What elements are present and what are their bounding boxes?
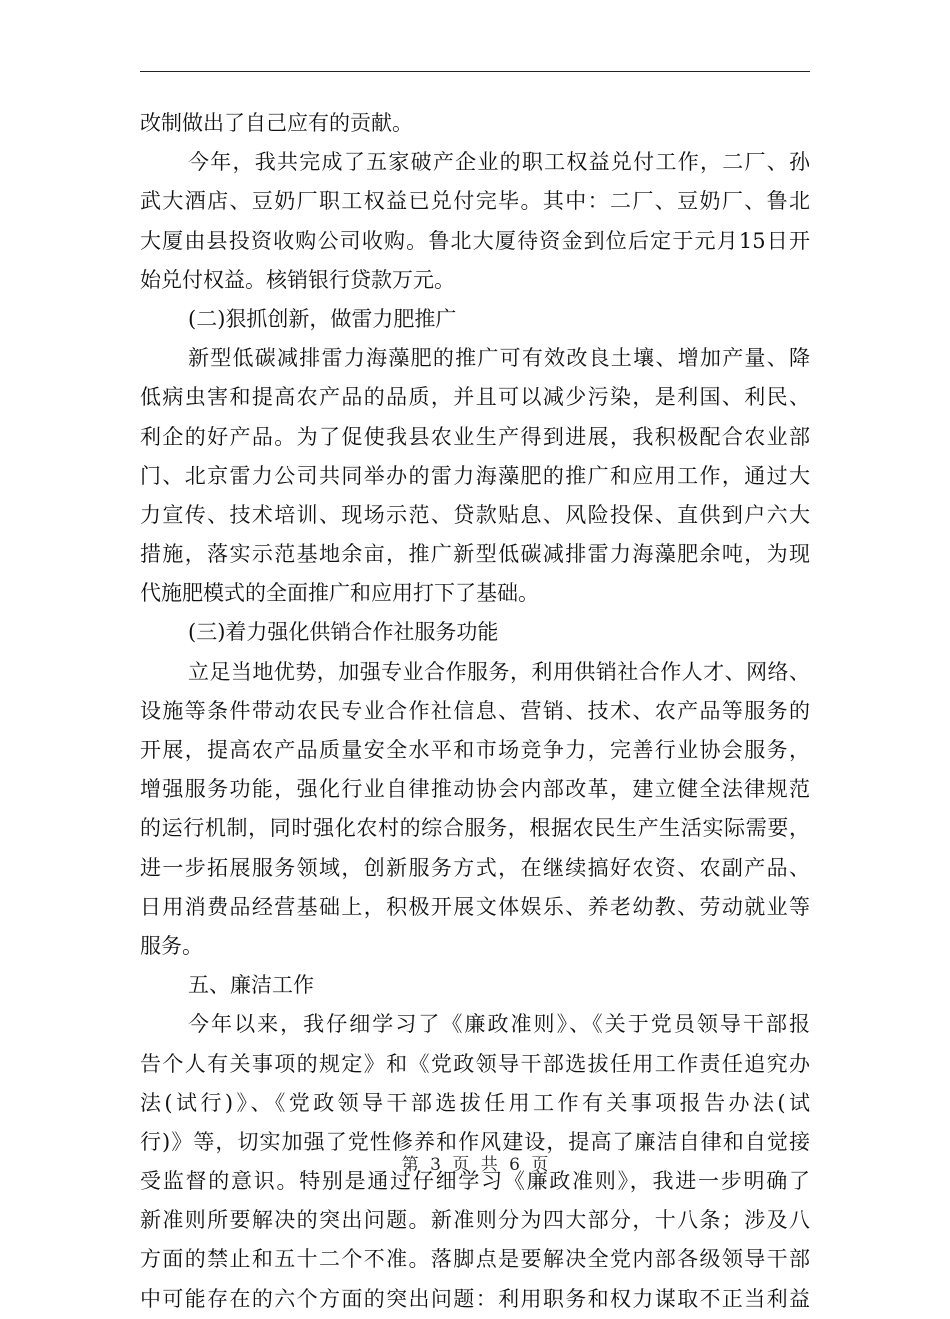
text-line: 改制做出了自己应有的贡献。: [140, 111, 413, 135]
text-line: 代施肥模式的全面推广和应用打下了基础。: [140, 581, 539, 606]
text-line: 设施等条件带动农民专业合作社信息、营销、技术、农产品等服务的: [140, 698, 810, 723]
document-body: [140, 104, 810, 1319]
text-line: 大厦由县投资收购公司收购。鲁北大厦待资金到位后定于元月15日开: [140, 228, 810, 253]
text-line: 今年，我共完成了五家破产企业的职工权益兑付工作，二厂、孙: [188, 150, 810, 175]
text-line: 措施，落实示范基地余亩，推广新型低碳减排雷力海藻肥余吨，为现: [140, 542, 810, 567]
text-line: (三)着力强化供销合作社服务功能: [188, 620, 499, 645]
text-line: 法(试行)》、《党政领导干部选拔任用工作有关事项报告办法(试: [140, 1090, 810, 1115]
text-line: 中可能存在的六个方面的突出问题：利用职务和权力谋取不正当利益: [140, 1286, 810, 1311]
text-line: 的运行机制，同时强化农村的综合服务，根据农民生产生活实际需要，: [140, 816, 810, 841]
text-line: 增强服务功能，强化行业自律推动协会内部改革，建立健全法律规范: [140, 777, 810, 802]
text-line: 告个人有关事项的规定》和《党政领导干部选拔任用工作责任追究办: [140, 1051, 810, 1076]
footer-suffix: 页: [531, 1155, 549, 1175]
text-line: 武大酒店、豆奶厂职工权益已兑付完毕。其中：二厂、豆奶厂、鲁北: [140, 189, 810, 214]
footer-prefix: 第: [401, 1155, 419, 1175]
text-line: 今年以来，我仔细学习了《廉政准则》、《关于党员领导干部报: [188, 1012, 810, 1037]
text-line: 服务。: [140, 933, 203, 958]
text-line: 低病虫害和提高农产品的品质，并且可以减少污染，是利国、利民、: [140, 385, 810, 410]
footer-page-word: 页: [452, 1155, 470, 1175]
text-line: 方面的禁止和五十二个不准。落脚点是要解决全党内部各级领导干部: [140, 1247, 810, 1272]
page-footer: [0, 1150, 950, 1175]
text-line: 利企的好产品。为了促使我县农业生产得到进展，我积极配合农业部: [140, 424, 810, 449]
text-line: 力宣传、技术培训、现场示范、贷款贴息、风险投保、直供到户六大: [140, 502, 810, 527]
text-line: 五、廉洁工作: [188, 973, 314, 998]
text-line: 门、北京雷力公司共同举办的雷力海藻肥的推广和应用工作，通过大: [140, 463, 810, 488]
text-line: (二)狠抓创新，做雷力肥推广: [188, 306, 457, 331]
text-line: 日用消费品经营基础上，积极开展文体娱乐、养老幼教、劳动就业等: [140, 894, 810, 919]
footer-total-word: 共: [480, 1155, 498, 1175]
text-line: 新型低碳减排雷力海藻肥的推广可有效改良土壤、增加产量、降: [188, 346, 810, 371]
text-line: 立足当地优势，加强专业合作服务，利用供销社合作人才、网络、: [188, 659, 810, 684]
text-line: 开展，提高农产品质量安全水平和市场竞争力，完善行业协会服务，: [140, 738, 810, 762]
text-line: 行)》等，切实加强了党性修养和作风建设，提高了廉洁自律和自觉接: [140, 1129, 810, 1154]
text-line: 进一步拓展服务领域，创新服务方式，在继续搞好农资、农副产品、: [140, 855, 810, 880]
footer-current-page: 3: [430, 1155, 441, 1175]
text-line: 始兑付权益。核销银行贷款万元。: [140, 267, 455, 292]
footer-total-pages: 6: [509, 1155, 520, 1175]
text-line: 新准则所要解决的突出问题。新准则分为四大部分，十八条；涉及八: [140, 1208, 810, 1233]
header-rule: [140, 71, 810, 72]
text-line: 受监督的意识。特别是通过仔细学习《廉政准则》，我进一步明确了: [140, 1169, 810, 1194]
